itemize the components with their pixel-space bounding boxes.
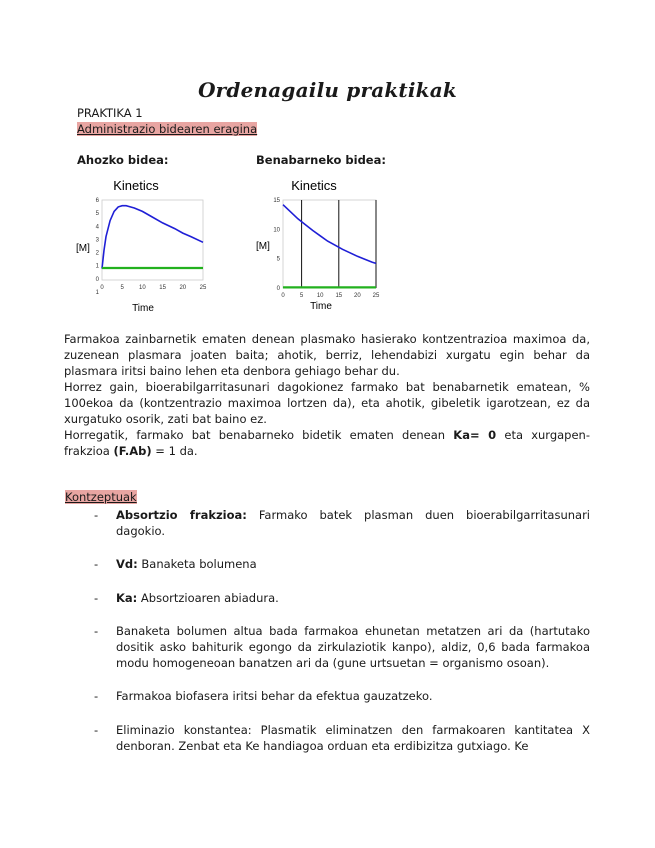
y-tick-label: 2 (95, 250, 99, 257)
x-axis-label: Time (132, 303, 154, 314)
y-tick-label: 15 (273, 198, 280, 204)
section-subtitle (77, 122, 257, 136)
x-tick-label: 0 (281, 293, 285, 299)
x-tick-label: 5 (120, 285, 124, 291)
y-tick-label: 5 (95, 211, 99, 218)
oral-kinetics-chart (70, 173, 210, 318)
definition: Banaketa bolumen altua bada farmakoa ehunetan metatzen ari da (hartutako dositik asko bahiturik egongo da zirkulaziotik kanpo), aldiz, 0,6 bada farmakoa modu homogeneoan banatzen ari da (gune urtsuetan = organismo osoan). (116, 623, 590, 671)
y-tick-label: 0 (95, 276, 99, 283)
fab-term: (F.Ab) (113, 444, 152, 459)
definition: Farmako batek plasman duen bioerabilgarritasunari dagokio. (116, 508, 590, 539)
list-item (94, 556, 590, 572)
list-item (94, 722, 590, 754)
practice-label: PRAKTIKA 1 (77, 106, 143, 120)
term: Absortzio frakzioa: (116, 508, 247, 522)
paragraph-2: Horrez gain, bioerabilgarritasunari dagokionez farmako bat benabarnetik ematean, % 100ekoa da (kontzentrazio maximoa lortzen da), eta ahotik, gibeletik igarotzean, ez da xurgatuko osorik, zati bat baino ez. (64, 380, 590, 427)
subtitle-highlight: Administrazio bidearen eragina (77, 122, 258, 136)
x-tick-label: 15 (335, 293, 343, 299)
definition: Farmakoa biofasera iritsi behar da efektua gauzatzeko. (116, 689, 433, 704)
x-tick-label: 20 (354, 293, 361, 299)
x-tick-label: 10 (139, 285, 146, 291)
chart-title: Kinetics (291, 178, 337, 193)
y-tick-label: 4 (95, 224, 99, 231)
concepts-list (94, 507, 590, 754)
list-item (94, 507, 590, 539)
y-tick-label: 10 (273, 227, 280, 234)
iv-route-label: Benabarneko bidea: (256, 153, 386, 167)
text: Horregatik, farmako bat benabarneko bidetik ematen denean (64, 428, 454, 442)
x-tick-label: 0 (100, 285, 104, 291)
oral-route-label: Ahozko bidea: (77, 153, 169, 167)
y-tick-label: 1 (95, 290, 99, 296)
definition: Eliminazio konstantea: Plasmatik eliminatzen den farmakoaren kantitatea X denboran. Zenbat eta Ke handiagoa orduan eta erdibizitza gutxiago. Ke (116, 722, 590, 753)
term: Vd: (116, 557, 138, 572)
list-item (94, 623, 590, 672)
y-axis-label: [M] (76, 243, 90, 254)
x-tick-label: 25 (199, 285, 207, 291)
chart-title: Kinetics (113, 178, 159, 193)
text: eta xurgapen-frakzioa (64, 428, 590, 459)
definition: Banaketa bolumena (137, 557, 257, 572)
y-tick-label: 6 (95, 198, 99, 204)
paragraph-1: Farmakoa zainbarnetik ematen denean plasmako hasierako kontzentrazioa maximoa da, zuzenean plasmara joaten baita; ahotik, berriz, lehendabizi xurgatu egin behar da plasmara iritsi baino lehen eta denbora gehiago behar du. (64, 332, 590, 379)
y-tick-label: 0 (276, 286, 280, 292)
x-tick-label: 5 (299, 293, 304, 299)
concepts-heading-highlight: Kontzeptuak (65, 490, 137, 504)
paragraph-3 (64, 427, 590, 459)
y-axis-label: [M] (256, 241, 270, 252)
plot-frame (283, 200, 376, 288)
x-tick-label: 25 (372, 293, 380, 299)
list-item (94, 590, 590, 606)
y-tick-label: 1 (95, 263, 99, 270)
text: = 1 da. (151, 444, 198, 459)
series-line-plasma (102, 206, 203, 269)
term: Ka: (116, 590, 138, 605)
ka-value: Ka= 0 (453, 428, 497, 442)
definition: Absortzioaren abiadura. (137, 590, 279, 605)
list-item (94, 688, 590, 704)
series-line-plasma (283, 205, 376, 264)
y-tick-label: 5 (276, 256, 280, 263)
iv-kinetics-chart (250, 173, 390, 318)
page-title: Ordenagailu praktikak (198, 78, 457, 102)
x-tick-label: 10 (316, 293, 324, 299)
concepts-heading (65, 490, 137, 504)
x-tick-label: 15 (159, 285, 166, 291)
y-tick-label: 3 (95, 237, 99, 244)
x-axis-label: Time (310, 301, 332, 312)
x-tick-label: 20 (179, 285, 187, 291)
